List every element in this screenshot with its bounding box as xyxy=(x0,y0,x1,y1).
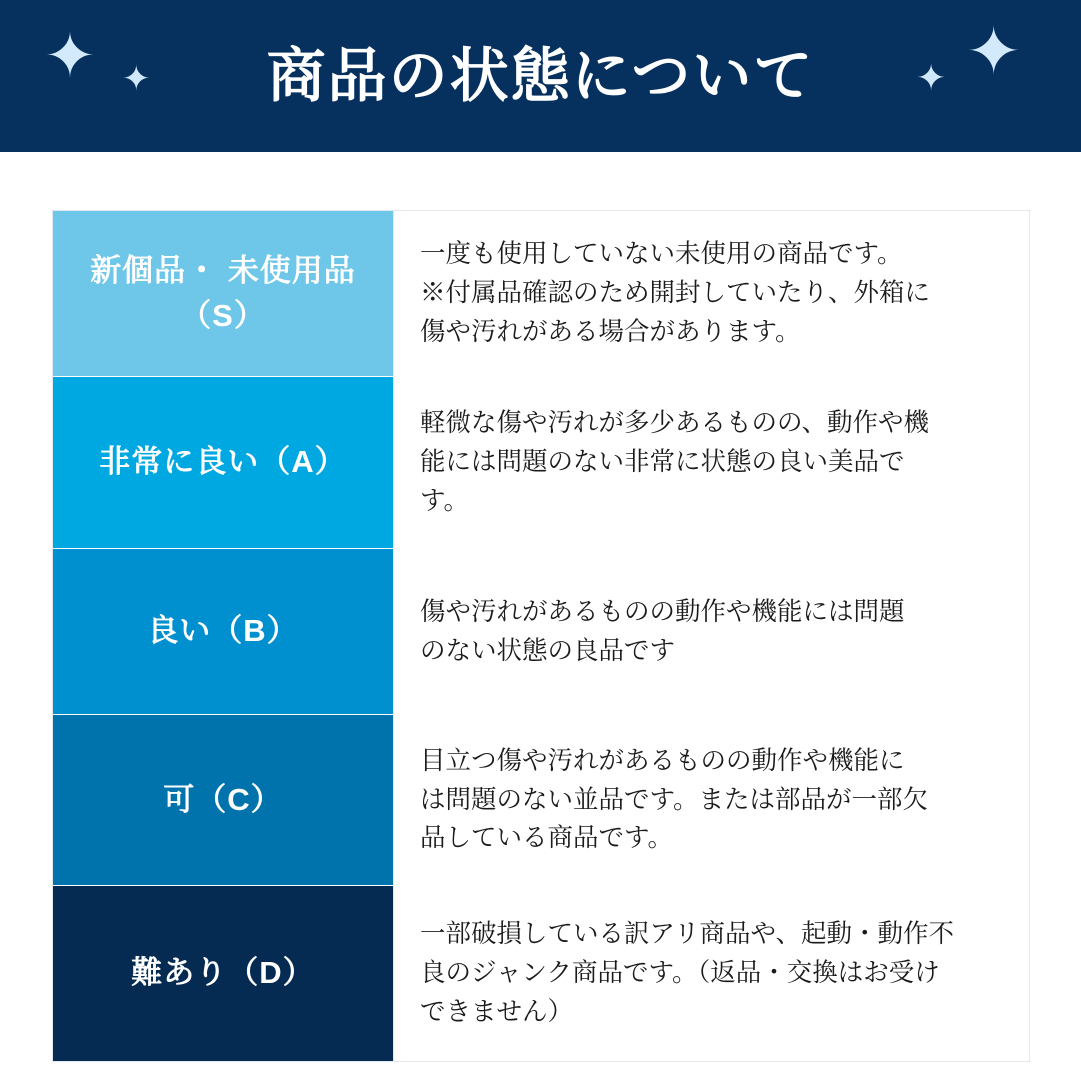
description-line: 傷や汚れがある場合があります。 xyxy=(420,317,801,346)
table-row xyxy=(53,376,1029,548)
description-line: 一部破損している訳アリ商品や、起動・動作不 xyxy=(420,920,954,949)
sparkle-large-right-icon: ✦ xyxy=(966,14,1022,88)
description-line: のない状態の良品です xyxy=(420,636,676,665)
grade-description-b xyxy=(393,549,1029,714)
description-line: 品している商品です。 xyxy=(420,824,673,853)
description-line: 目立つ傷や汚れがあるものの動作や機能に xyxy=(420,746,905,775)
table-row xyxy=(53,211,1029,376)
description-line: 一度も使用していない未使用の商品です。 xyxy=(420,240,903,269)
condition-table xyxy=(52,210,1030,1062)
grade-description-a xyxy=(393,377,1029,548)
page-title: 商品の状態について xyxy=(266,42,815,109)
description-line: 良のジャンク商品です。（返品・交換はお受け xyxy=(420,959,940,988)
table-row xyxy=(53,714,1029,885)
grade-label-s xyxy=(53,211,393,376)
description-line: 軽微な傷や汚れが多少あるものの、動作や機 xyxy=(420,409,929,438)
sparkle-small-left-icon: ✦ xyxy=(122,60,151,98)
grade-label-a: 非常に良い（A） xyxy=(53,377,393,548)
table-row xyxy=(53,885,1029,1061)
description-line: できません） xyxy=(420,997,574,1026)
description-line: 能には問題のない非常に状態の良い美品で xyxy=(420,448,905,477)
grade-label-d: 難あり（D） xyxy=(53,886,393,1061)
description-line: 傷や汚れがあるものの動作や機能には問題 xyxy=(420,597,905,626)
grade-description-c xyxy=(393,715,1029,885)
grade-label-b: 良い（B） xyxy=(53,549,393,714)
sparkle-large-left-icon: ✦ xyxy=(44,22,96,91)
table-row xyxy=(53,548,1029,714)
sparkle-small-right-icon: ✦ xyxy=(916,57,947,98)
description-line: ※付属品確認のため開封していたり、外箱に xyxy=(420,279,931,308)
grade-description-s xyxy=(393,211,1029,376)
grade-description-d xyxy=(393,886,1029,1061)
grade-label-c: 可（C） xyxy=(53,715,393,885)
page-header xyxy=(0,0,1081,152)
description-line: は問題のない並品です。または部品が一部欠 xyxy=(420,785,928,814)
description-line: す。 xyxy=(420,486,469,515)
grade-label-line1: 新個品・ xyxy=(90,252,219,288)
grade-label-line2: 未使用品（S） xyxy=(180,252,356,333)
